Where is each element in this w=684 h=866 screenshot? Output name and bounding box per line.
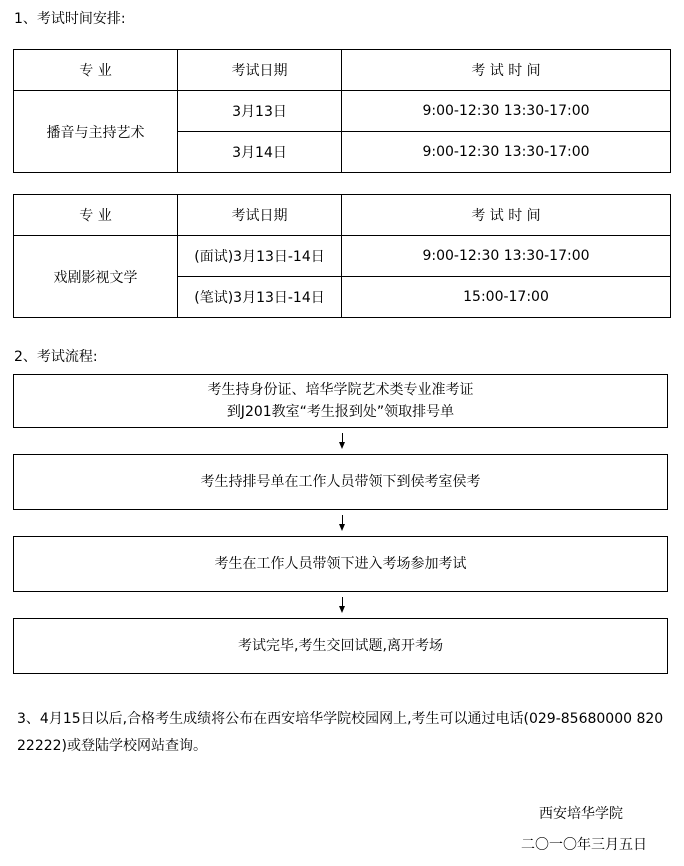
time-cell: 9:00-12:30 13:30-17:00	[342, 236, 671, 277]
table-header-row	[14, 195, 671, 236]
header-major: 专 业	[14, 50, 178, 91]
date-cell: 3月13日	[178, 91, 342, 132]
flow-step-text: 考试完毕,考生交回试题,离开考场	[238, 638, 443, 654]
flow-step-1	[13, 374, 668, 428]
section-3-notice: 3、4月15日以后,合格考生成绩将公布在西安培华学院校园网上,考生可以通过电话(029-85680000 82022222)或登陆学校网站查询。	[17, 711, 664, 754]
flow-step-text: 考生在工作人员带领下进入考场参加考试	[214, 556, 467, 572]
table-header-row	[14, 50, 671, 91]
date-cell: 3月14日	[178, 132, 342, 173]
schedule-table-drama	[13, 194, 671, 318]
table-row	[14, 236, 671, 277]
flow-step-3	[13, 536, 668, 592]
down-arrow-icon	[341, 597, 345, 613]
date-cell: (面试)3月13日-14日	[178, 236, 342, 277]
header-date: 考试日期	[178, 50, 342, 91]
time-cell: 9:00-12:30 13:30-17:00	[342, 132, 671, 173]
header-time: 考 试 时 间	[342, 50, 671, 91]
time-cell: 9:00-12:30 13:30-17:00	[342, 91, 671, 132]
date-cell: (笔试)3月13日-14日	[178, 277, 342, 318]
flow-step-text: 考生持身份证、培华学院艺术类专业准考证	[207, 382, 474, 398]
down-arrow-icon	[341, 433, 345, 449]
table-row	[14, 91, 671, 132]
signature-date: 二〇一〇年三月五日	[521, 837, 647, 853]
major-cell: 播音与主持艺术	[14, 91, 178, 173]
header-time: 考 试 时 间	[342, 195, 671, 236]
section-2-heading: 2、考试流程:	[14, 349, 98, 365]
flow-step-4	[13, 618, 668, 674]
schedule-table-broadcasting	[13, 49, 671, 173]
flow-step-text: 到J201教室“考生报到处”领取排号单	[226, 404, 455, 420]
signature-org: 西安培华学院	[539, 806, 623, 822]
major-cell: 戏剧影视文学	[14, 236, 178, 318]
header-date: 考试日期	[178, 195, 342, 236]
section-1-heading: 1、考试时间安排:	[14, 11, 126, 27]
flow-step-2	[13, 454, 668, 510]
header-major: 专 业	[14, 195, 178, 236]
time-cell: 15:00-17:00	[342, 277, 671, 318]
down-arrow-icon	[341, 515, 345, 531]
flow-step-text: 考生持排号单在工作人员带领下到侯考室侯考	[200, 474, 481, 490]
